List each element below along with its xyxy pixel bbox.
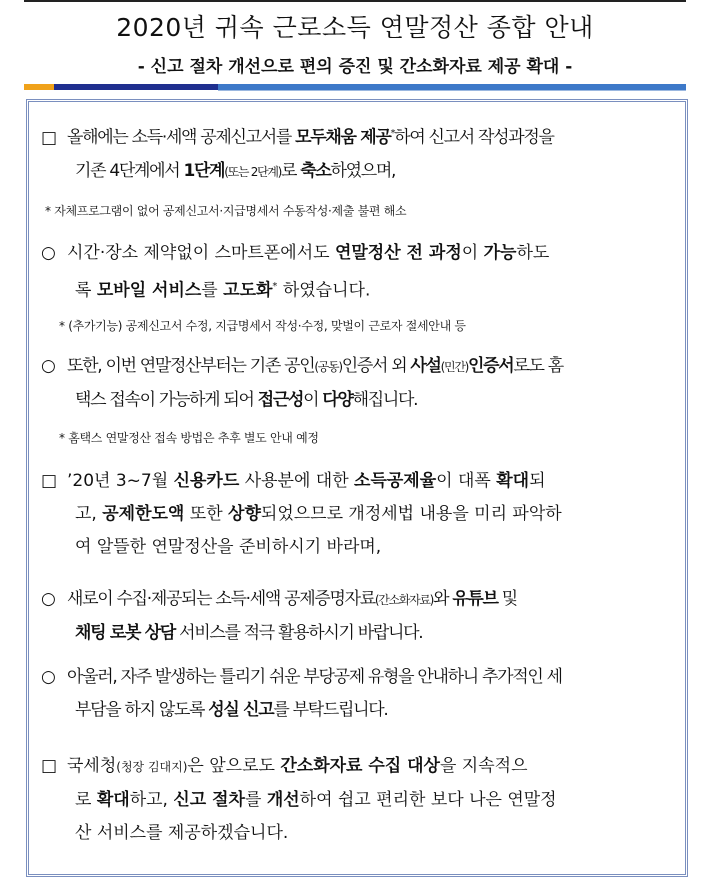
circle-3 [41, 583, 681, 650]
circle-1 [41, 237, 681, 308]
circle-3-line-1: ○ 새로이 수집·제공되는 소득·세액 공제증명자료(간소화자료)와 유튜브 및 [41, 583, 681, 617]
page-subtitle: - 신고 절차 개선으로 편의 증진 및 간소화자료 제공 확대 - [137, 57, 573, 77]
section-2-line-3: 여 알뜰한 연말정산을 준비하시기 바라며, [75, 537, 382, 557]
section-2-line-2: 고, 공제한도액 또한 상향되었으므로 개정세법 내용을 미리 파악하 [75, 504, 562, 524]
circle-4 [41, 661, 681, 727]
square-bullet: □ [41, 756, 58, 776]
accent-bar-orange [24, 84, 54, 90]
section-3-line-3: 산 서비스를 제공하겠습니다. [75, 823, 289, 843]
circle-4-line-2: 부담을 하지 않도록 성실 신고를 부탁드립니다. [75, 700, 388, 720]
circle-2-footnote: * 홈택스 연말정산 접속 방법은 추후 별도 안내 예정 [59, 431, 319, 445]
section-1-line-1: □ 올해에는 소득·세액 공제신고서를 모두채움 제공*하여 신고서 작성과정을 [41, 117, 681, 155]
section-1-line-2: 기존 4단계에서 1단계(또는 2단계)로 축소하였으며, [75, 160, 396, 181]
accent-bar-navy [54, 84, 218, 90]
circle-1-line-2: 록 모바일 서비스를 고도화* 하였습니다. [75, 280, 371, 301]
top-rule [24, 0, 686, 2]
circle-bullet: ○ [41, 667, 55, 687]
circle-2-line-1: ○ 또한, 이번 연말정산부터는 기존 공인(공동)인증서 외 사설(민간)인증서로도 홈 [41, 350, 681, 384]
section-3 [41, 750, 681, 850]
content-box [26, 99, 688, 877]
circle-1-footnote: * (추가기능) 공제신고서 수정, 지급명세서 작성·수정, 맞벌이 근로자 절세안내 등 [59, 319, 466, 333]
section-3-line-1: □ 국세청(청장 김대지)은 앞으로도 간소화자료 수집 대상을 지속적으 [41, 750, 681, 784]
accent-bar-thin [218, 90, 686, 91]
section-3-line-2: 로 확대하고, 신고 절차를 개선하여 쉽고 편리한 보다 나은 연말정 [75, 790, 557, 810]
circle-bullet: ○ [41, 356, 55, 376]
section-1-footnote: * 자체프로그램이 없어 공제신고서·지급명세서 수동작성·제출 불편 해소 [45, 204, 407, 218]
circle-1-line-1: ○ 시간·장소 제약없이 스마트폰에서도 연말정산 전 과정이 가능하도 [41, 237, 681, 270]
section-2-line-1: □ ’20년 3~7월 신용카드 사용분에 대한 소득공제율이 대폭 확대되 [41, 465, 681, 498]
section-1 [41, 117, 681, 189]
circle-bullet: ○ [41, 243, 56, 263]
page-title: 2020년 귀속 근로소득 연말정산 종합 안내 [116, 13, 594, 42]
square-bullet: □ [41, 471, 58, 491]
circle-2 [41, 350, 681, 417]
circle-4-line-1: ○ 아울러, 자주 발생하는 틀리기 쉬운 부당공제 유형을 안내하니 추가적인 세 [41, 661, 681, 694]
circle-2-line-2: 택스 접속이 가능하게 되어 접근성이 다양해집니다. [75, 390, 418, 410]
circle-3-line-2: 채팅 로봇 상담 서비스를 적극 활용하시기 바랍니다. [75, 623, 423, 643]
square-bullet: □ [41, 127, 56, 148]
section-2 [41, 465, 681, 564]
circle-bullet: ○ [41, 589, 55, 609]
